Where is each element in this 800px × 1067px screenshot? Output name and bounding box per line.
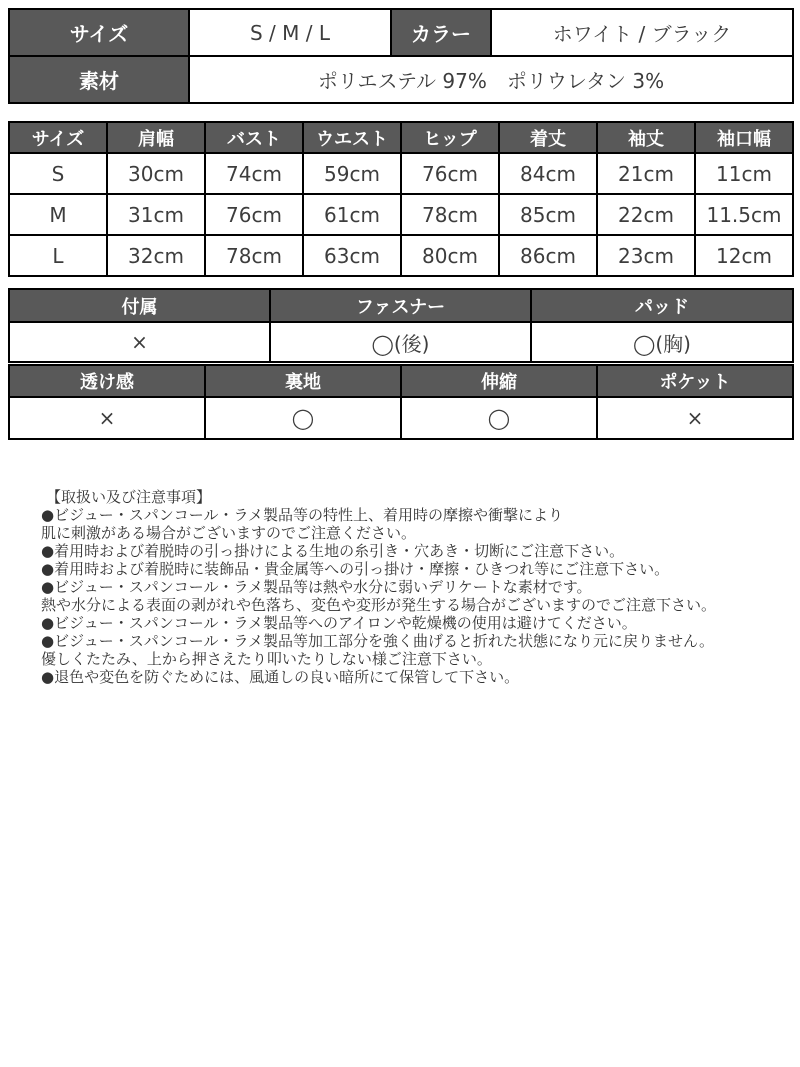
measurements-cell: 23cm: [597, 235, 695, 276]
care-note-line: ●退色や変色を防ぐためには、風通しの良い暗所にて保管して下さい。: [41, 668, 520, 686]
measurements-row-l: [9, 235, 793, 276]
measurements-cell: 12cm: [695, 235, 793, 276]
measurements-cell: 80cm: [401, 235, 499, 276]
measurements-cell: S: [9, 153, 107, 194]
material-value-cell: ポリエステル 97% ポリウレタン 3%: [189, 56, 793, 103]
features-1-value-row: [9, 322, 793, 362]
features-value-cell: ◯(後): [270, 322, 531, 362]
features-header-cell: 裏地: [205, 365, 401, 397]
measurements-cell: 32cm: [107, 235, 205, 276]
measurements-row-s: [9, 153, 793, 194]
measurements-cell: 85cm: [499, 194, 597, 235]
features-2-header-row: [9, 365, 793, 397]
measurements-cell: 30cm: [107, 153, 205, 194]
care-notes-title: 【取扱い及び注意事項】: [46, 488, 212, 506]
measurements-cell: 31cm: [107, 194, 205, 235]
measurements-cell: 86cm: [499, 235, 597, 276]
measurements-header-cell: サイズ: [9, 122, 107, 153]
measurements-cell: 76cm: [205, 194, 303, 235]
size-value-cell: S / M / L: [189, 9, 391, 56]
care-note-line: 肌に刺激がある場合がございますのでご注意ください。: [41, 524, 417, 542]
care-note-line: 熱や水分による表面の剥がれや色落ち、変色や変形が発生する場合がございますのでご注意下さい。: [41, 596, 717, 614]
measurements-cell: 21cm: [597, 153, 695, 194]
measurements-table: [8, 121, 794, 277]
measurements-cell: 22cm: [597, 194, 695, 235]
features-header-cell: ファスナー: [270, 289, 531, 322]
measurements-header-cell: ヒップ: [401, 122, 499, 153]
features-header-cell: 透け感: [9, 365, 205, 397]
features-value-cell: ◯: [205, 397, 401, 439]
measurements-cell: L: [9, 235, 107, 276]
measurements-cell: 11cm: [695, 153, 793, 194]
size-header-cell: サイズ: [9, 9, 189, 56]
measurements-cell: 61cm: [303, 194, 401, 235]
measurements-cell: 59cm: [303, 153, 401, 194]
features-header-cell: 付属: [9, 289, 270, 322]
measurements-header-row: [9, 122, 793, 153]
features-header-cell: パッド: [531, 289, 793, 322]
size-color-material-table: [8, 8, 794, 104]
measurements-cell: M: [9, 194, 107, 235]
measurements-cell: 76cm: [401, 153, 499, 194]
features-table-1: [8, 288, 794, 363]
care-note-line: ●ビジュー・スパンコール・ラメ製品等へのアイロンや乾燥機の使用は避けてください。: [41, 614, 637, 632]
care-note-line: 優しくたたみ、上から押さえたり叩いたりしない様ご注意下さい。: [41, 650, 492, 668]
measurements-header-cell: ウエスト: [303, 122, 401, 153]
features-header-cell: 伸縮: [401, 365, 597, 397]
features-value-cell: ◯(胸): [531, 322, 793, 362]
measurements-cell: 63cm: [303, 235, 401, 276]
features-value-cell: ×: [9, 322, 270, 362]
features-2-value-row: [9, 397, 793, 439]
measurements-cell: 74cm: [205, 153, 303, 194]
color-header-cell: カラー: [391, 9, 491, 56]
features-table-2: [8, 364, 794, 440]
measurements-header-cell: 肩幅: [107, 122, 205, 153]
material-row: [9, 56, 793, 103]
measurements-header-cell: バスト: [205, 122, 303, 153]
care-note-line: ●ビジュー・スパンコール・ラメ製品等の特性上、着用時の摩擦や衝撃により: [41, 506, 564, 524]
features-value-cell: ×: [597, 397, 793, 439]
measurements-header-cell: 袖口幅: [695, 122, 793, 153]
size-color-row: [9, 9, 793, 56]
care-note-line: ●ビジュー・スパンコール・ラメ製品等加工部分を強く曲げると折れた状態になり元に戻りません。: [41, 632, 714, 650]
measurements-cell: 84cm: [499, 153, 597, 194]
measurements-header-cell: 着丈: [499, 122, 597, 153]
measurements-header-cell: 袖丈: [597, 122, 695, 153]
care-note-line: ●着用時および着脱時に装飾品・貴金属等への引っ掛け・摩擦・ひきつれ等にご注意下さい。: [41, 560, 670, 578]
care-notes: [8, 488, 792, 686]
care-note-line: ●着用時および着脱時の引っ掛けによる生地の糸引き・穴あき・切断にご注意下さい。: [41, 542, 625, 560]
material-header-cell: 素材: [9, 56, 189, 103]
measurements-row-m: [9, 194, 793, 235]
measurements-cell: 78cm: [205, 235, 303, 276]
measurements-cell: 11.5cm: [695, 194, 793, 235]
measurements-cell: 78cm: [401, 194, 499, 235]
features-value-cell: ◯: [401, 397, 597, 439]
features-value-cell: ×: [9, 397, 205, 439]
color-value-cell: ホワイト / ブラック: [491, 9, 793, 56]
care-note-line: ●ビジュー・スパンコール・ラメ製品等は熱や水分に弱いデリケートな素材です。: [41, 578, 592, 596]
features-header-cell: ポケット: [597, 365, 793, 397]
features-1-header-row: [9, 289, 793, 322]
